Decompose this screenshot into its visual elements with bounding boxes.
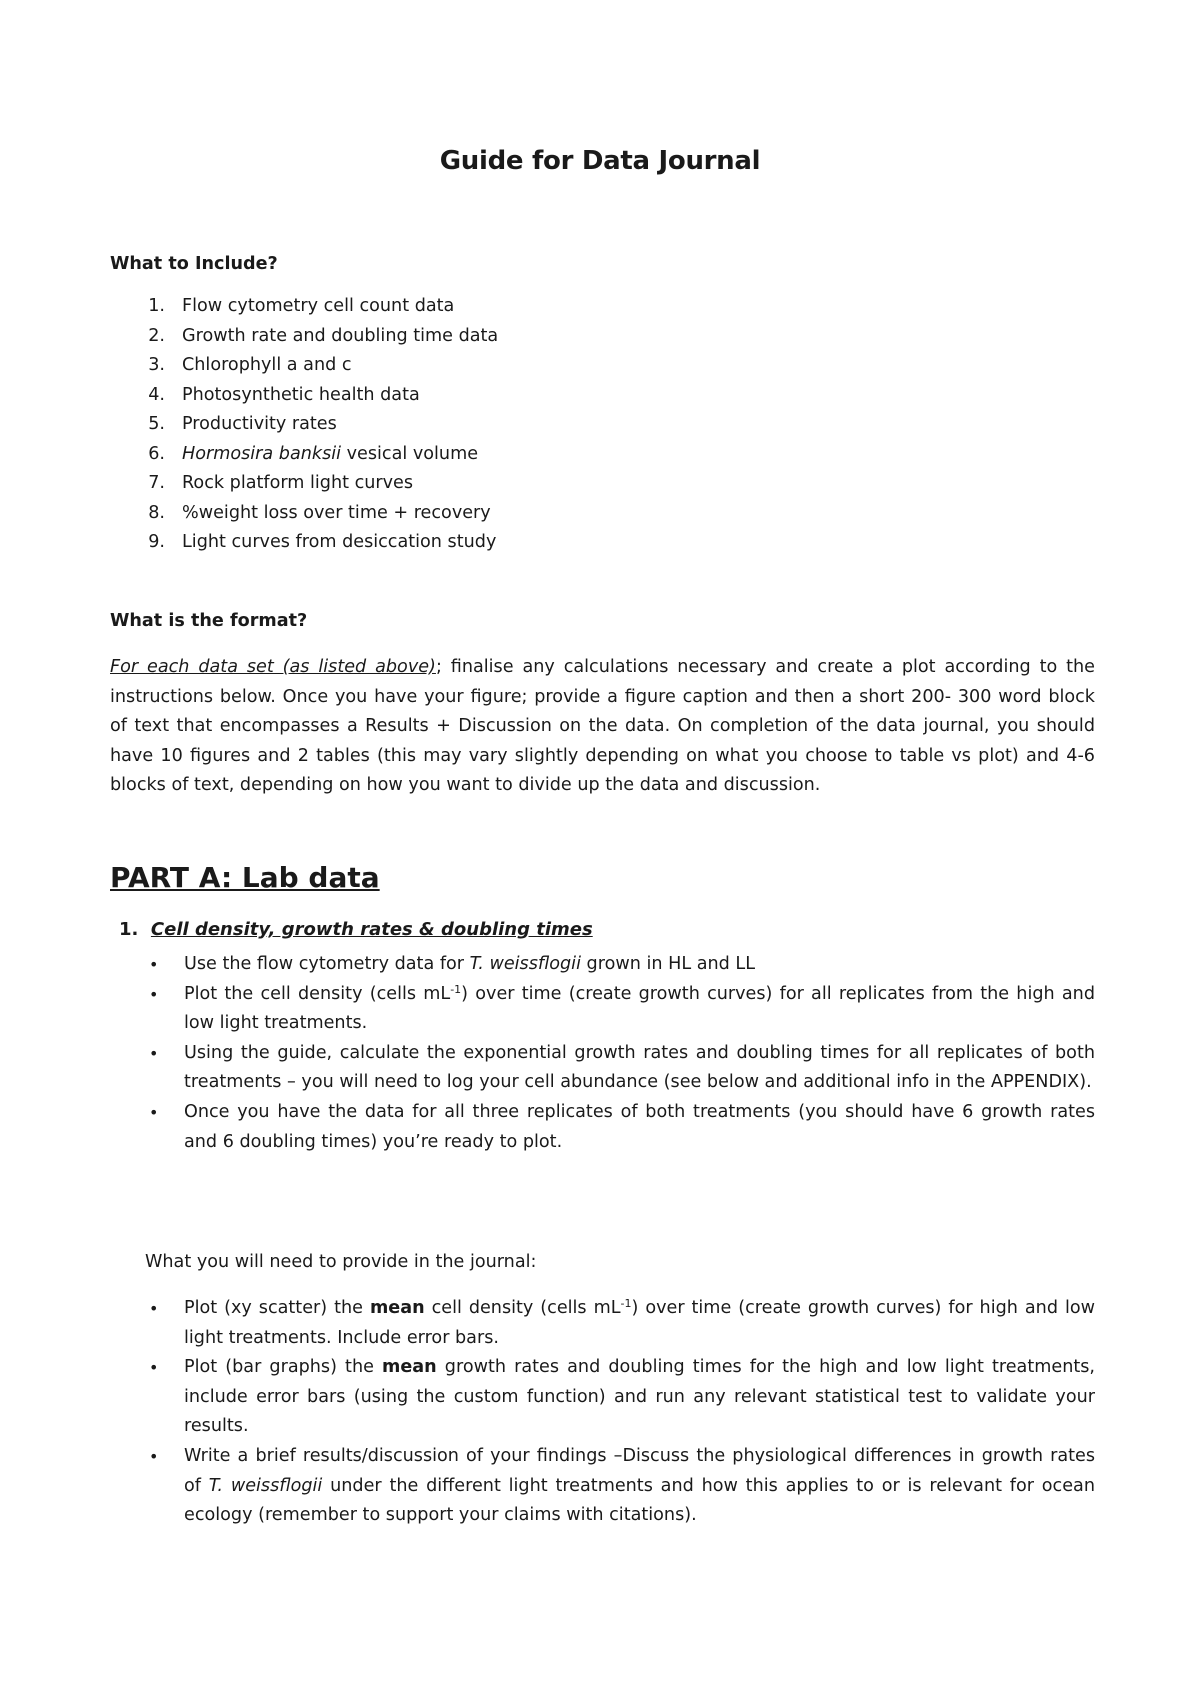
bullet-icon: • — [149, 1043, 159, 1063]
list-item: • Plot (xy scatter) the mean cell density (cells $mL^{-1}$) over time (create growth curves) for high and low light treatments. Include error bars. — [145, 1294, 1095, 1353]
instructions-list — [145, 950, 1095, 1157]
list-item: 3. Chlorophyll a and c — [148, 355, 352, 375]
list-item: • Write a brief results/discussion of your findings –Discuss the physiological differences in growth rates of T. weissflogii under the different light treatments and how this applies to or is relevant for ocean ecology (remember to support your claims with citations). — [145, 1442, 1095, 1531]
bullet-icon: • — [149, 1446, 159, 1466]
bullet-icon: • — [149, 984, 159, 1004]
list-item: 4. Photosynthetic health data — [148, 384, 420, 405]
bullet-icon: • — [149, 1299, 159, 1318]
bullet-icon: • — [149, 1358, 159, 1378]
list-item: 7. Rock platform light curves — [148, 473, 414, 493]
list-item: 1. Flow cytometry cell count data — [148, 296, 455, 316]
list-item: 9. Light curves from desiccation study — [148, 532, 497, 552]
provide-list — [145, 1294, 1095, 1531]
list-item: • Use the flow cytometry data for T. weissflogii grown in HL and LL — [145, 950, 1095, 980]
format-heading: What is the format? — [110, 611, 308, 631]
bullet-icon: • — [149, 1102, 159, 1122]
list-item: • Plot (bar graphs) the mean growth rates and doubling times for the high and low light treatments, include error bars (using the custom function) and run any relevant statistical test to validate your results. — [145, 1353, 1095, 1442]
list-item: • Using the guide, calculate the exponential growth rates and doubling times for all replicates of both treatments – you will need to log your cell abundance (see below and additional info in the APPENDIX). — [145, 1039, 1095, 1098]
section-heading: 1. Cell density, growth rates & doubling times — [119, 919, 593, 940]
bullet-icon: • — [149, 955, 159, 974]
include-list — [127, 296, 498, 562]
format-lead: For each data set (as listed above) — [110, 657, 436, 677]
format-paragraph — [110, 653, 1095, 801]
document-title: Guide for Data Journal — [439, 146, 761, 176]
part-a-heading: PART A: Lab data — [110, 861, 380, 894]
list-item: 2. Growth rate and doubling time data — [148, 325, 499, 346]
list-item: 6. Hormosira banksii vesical volume — [148, 443, 479, 464]
include-heading: What to Include? — [110, 254, 278, 274]
provide-label: What you will need to provide in the journal: — [145, 1252, 537, 1272]
list-item: • Plot the cell density (cells $mL^{-1}$) over time (create growth curves) for all replicates from the high and low light treatments. — [145, 980, 1095, 1039]
list-item: 8. %weight loss over time + recovery — [148, 502, 491, 523]
list-item: • Once you have the data for all three replicates of both treatments (you should have 6 growth rates and 6 doubling times) you’re ready to plot. — [145, 1098, 1095, 1157]
list-item: 5. Productivity rates — [148, 414, 337, 434]
format-body: ; finalise any calculations necessary and create a plot according to the instructions below. Once you have your figure; provide a figure caption and then a short 200- 300 word block of text that encompasses a Results + Discussion on the data. On completion of the data journal, you should have 10 figures and 2 tables (this may vary slightly depending on what you choose to table vs plot) and 4-6 blocks of text, depending on how you want to divide up the data and discussion. — [110, 657, 1096, 796]
